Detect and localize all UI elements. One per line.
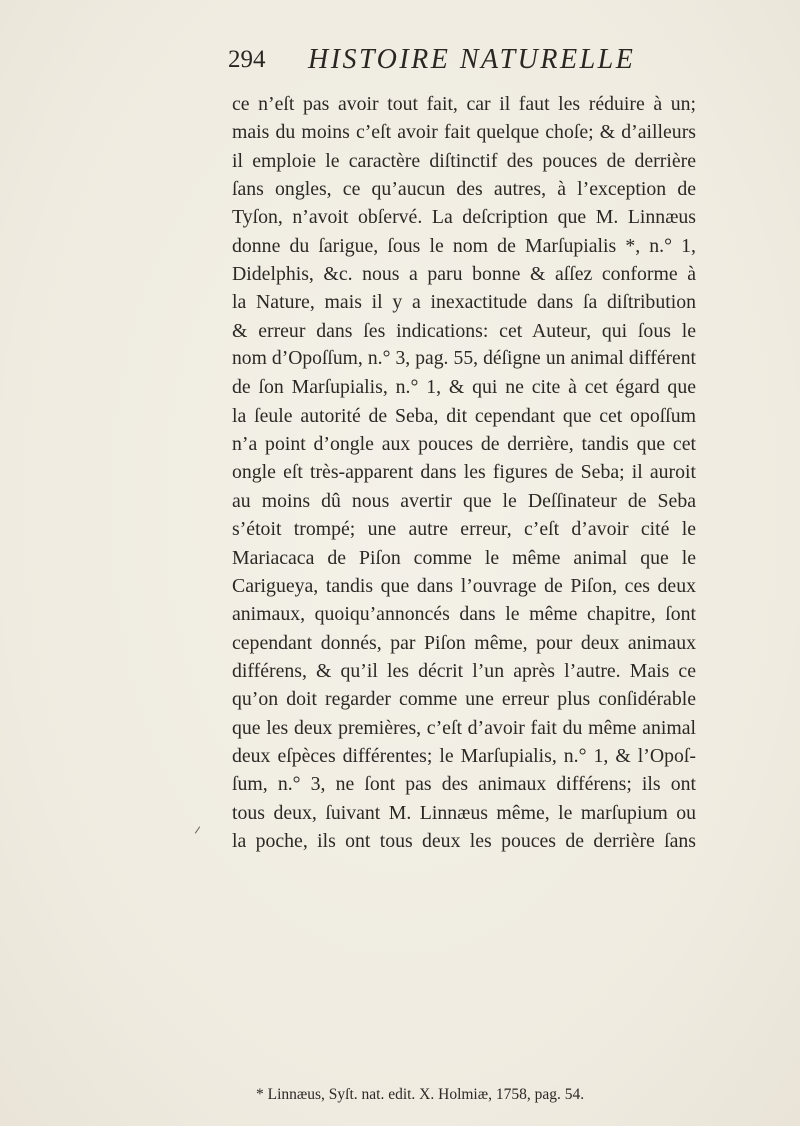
text-line: différens, & qu’il les décrit l’un après l’autre. Mais ce (232, 659, 696, 682)
text-line: mais du moins c’eſt avoir fait quelque choſe; & d’ailleurs (232, 121, 696, 144)
text-line: ſum, n.° 3, ne ſont pas des animaux différens; ils ont (232, 773, 696, 796)
page-number: 294 (228, 46, 266, 73)
text-line: Carigueya, tandis que dans l’ouvrage de Piſon, ces deux (232, 574, 696, 597)
text-line: donne du ſarigue, ſous le nom de Marſupialis *, n.° 1, (232, 234, 696, 257)
text-line: que les deux premières, c’eſt d’avoir fait du même animal (232, 716, 696, 739)
text-line: tous deux, ſuivant M. Linnæus même, le marſupium ou (232, 801, 696, 824)
text-line: n’a point d’ongle aux pouces de derrière, tandis que cet (232, 433, 696, 456)
text-line: la Nature, mais il y a inexactitude dans ſa diſtribution (232, 291, 696, 314)
stray-ink-mark (195, 826, 200, 833)
text-line: animaux, quoiqu’annoncés dans le même chapitre, ſont (232, 603, 696, 626)
text-line: Mariacaca de Piſon comme le même animal que le (232, 546, 696, 569)
text-line: il emploie le caractère diſtinctif des pouces de derrière (232, 149, 696, 172)
text-line: Tyſon, n’avoit obſervé. La deſcription que M. Linnæus (232, 206, 696, 229)
text-line: ſans ongles, ce qu’aucun des autres, à l’exception de (232, 178, 696, 201)
text-line: ce n’eſt pas avoir tout fait, car il faut les réduire à un; (232, 93, 696, 115)
footnote: * Linnæus, Syſt. nat. edit. X. Holmiæ, 1758, pag. 54. (256, 1086, 585, 1103)
text-line: & erreur dans ſes indications: cet Auteur, qui ſous le (232, 319, 696, 342)
text-line: cependant donnés, par Piſon même, pour deux animaux (232, 631, 696, 654)
text-line: la poche, ils ont tous deux les pouces de derrière ſans (232, 829, 696, 852)
text-line: qu’on doit regarder comme une erreur plus conſidérable (232, 688, 696, 711)
text-line: deux eſpèces différentes; le Marſupialis, n.° 1, & l’Opoſ- (232, 744, 696, 767)
running-header (228, 46, 698, 82)
text-line: ongle eſt très-apparent dans les figures de Seba; il auroit (232, 461, 696, 484)
text-line: de ſon Marſupialis, n.° 1, & qui ne cite à cet égard que (232, 376, 696, 399)
text-line: Didelphis, &c. nous a paru bonne & aſſez conforme à (232, 263, 696, 286)
running-title: HISTOIRE NATURELLE (308, 44, 636, 75)
text-line: la ſeule autorité de Seba, dit cependant que cet opoſſum (232, 404, 696, 427)
text-line: s’étoit trompé; une autre erreur, c’eſt d’avoir cité le (232, 518, 696, 541)
text-line: nom d’Opoſſum, n.° 3, pag. 55, déſigne un animal différent (232, 348, 696, 370)
body-text (232, 90, 696, 855)
text-line: au moins dû nous avertir que le Deſſinateur de Seba (232, 489, 696, 512)
